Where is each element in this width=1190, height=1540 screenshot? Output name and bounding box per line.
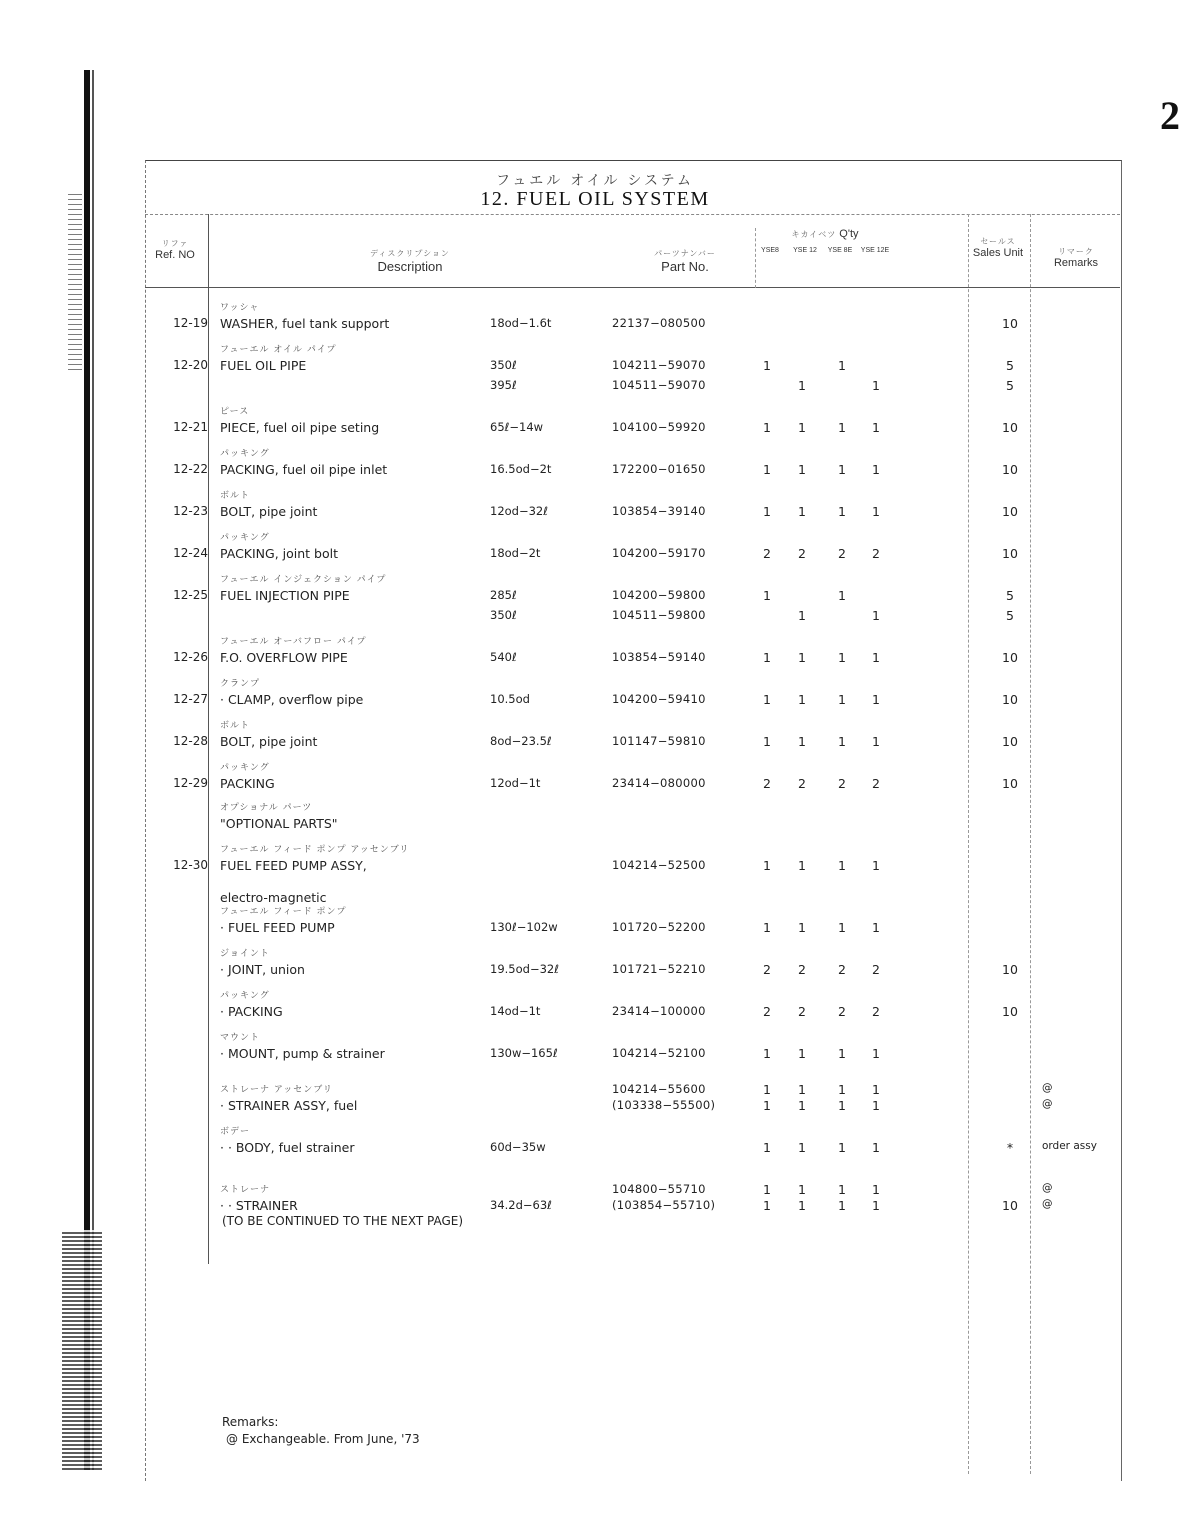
specification: 18od−1.6t <box>490 316 552 330</box>
qty-yse12e: 1 <box>872 378 880 393</box>
qty-yse12: 1 <box>798 650 806 665</box>
description-jp: パッキング <box>220 991 270 1001</box>
part-number: 104200−59800 <box>612 588 706 602</box>
qty-yse8e: 1 <box>838 1098 846 1113</box>
qty-yse8e: 1 <box>838 504 846 519</box>
page-title: 12. FUEL OIL SYSTEM <box>480 188 710 210</box>
qty-yse12: 1 <box>798 1046 806 1061</box>
qty-yse8: 1 <box>763 588 771 603</box>
qty-yse12: 1 <box>798 462 806 477</box>
description-jp: オプショナル パーツ <box>220 803 313 813</box>
header-model-2: YSE 12 <box>793 247 817 254</box>
description: "OPTIONAL PARTS" <box>220 816 338 831</box>
qty-yse8e: 2 <box>838 546 846 561</box>
specification: 12od−32ℓ <box>490 504 548 518</box>
qty-yse8e: 1 <box>838 858 846 873</box>
specification: 8od−23.5ℓ <box>490 734 552 748</box>
specification: 350ℓ <box>490 358 517 372</box>
qty-yse12e: 1 <box>872 920 880 935</box>
qty-yse8e: 1 <box>838 420 846 435</box>
header-qty: キカイベツ Q'ty <box>791 228 859 240</box>
ref-number: 12-21 <box>173 420 208 434</box>
ref-number: 12-22 <box>173 462 208 476</box>
ref-number: 12-29 <box>173 776 208 790</box>
description: · JOINT, union <box>220 962 305 977</box>
sales-unit: 10 <box>1002 962 1018 977</box>
header-remarks: リマーク Remarks <box>1053 247 1098 269</box>
part-number: 104800−55710 <box>612 1182 706 1196</box>
part-number: 104200−59170 <box>612 546 706 560</box>
qty-yse12e: 1 <box>872 608 880 623</box>
remarks-note: @ Exchangeable. From June, '73 <box>226 1432 420 1446</box>
description-jp: フューエル オイル パイプ <box>220 345 337 355</box>
binding-edge <box>62 70 106 1470</box>
description: PACKING <box>220 776 275 791</box>
qty-yse12e: 2 <box>872 546 880 561</box>
qty-yse12e: 2 <box>872 962 880 977</box>
qty-yse12: 1 <box>798 378 806 393</box>
qty-yse12e: 1 <box>872 1140 880 1155</box>
sales-unit: 5 <box>1006 588 1014 603</box>
qty-yse8: 1 <box>763 1198 771 1213</box>
qty-yse8: 1 <box>763 734 771 749</box>
description: PACKING, joint bolt <box>220 546 339 561</box>
part-number: 22137−080500 <box>612 316 706 330</box>
qty-yse12: 2 <box>798 776 806 791</box>
specification: 18od−2t <box>490 546 541 560</box>
qty-yse8e: 1 <box>838 1198 846 1213</box>
continued-note: (TO BE CONTINUED TO THE NEXT PAGE) <box>222 1214 464 1228</box>
header-description: ディスクリプション Description <box>370 249 450 274</box>
qty-yse8e: 1 <box>838 920 846 935</box>
description: PIECE, fuel oil pipe seting <box>220 420 380 435</box>
title-jp: フュエル オイル システム <box>496 172 694 188</box>
sales-unit: 10 <box>1002 1198 1018 1213</box>
part-number: 104511−59800 <box>612 608 706 622</box>
description: · · STRAINER <box>220 1198 298 1213</box>
qty-yse12: 1 <box>798 1082 806 1097</box>
specification: 16.5od−2t <box>490 462 552 476</box>
qty-yse12: 1 <box>798 734 806 749</box>
qty-yse12: 2 <box>798 1004 806 1019</box>
sales-unit: 5 <box>1006 608 1014 623</box>
sales-unit: 10 <box>1002 692 1018 707</box>
specification: 19.5od−32ℓ <box>490 962 559 976</box>
column-divider <box>1030 214 1031 1474</box>
qty-yse12e: 1 <box>872 858 880 873</box>
qty-yse8: 1 <box>763 420 771 435</box>
description-jp: マウント <box>220 1033 261 1043</box>
qty-yse12: 1 <box>798 1182 806 1197</box>
description: · FUEL FEED PUMP <box>220 920 335 935</box>
part-number: 101721−52210 <box>612 962 706 976</box>
ref-number: 12-27 <box>173 692 208 706</box>
description-jp: ワッシャ <box>220 303 260 313</box>
qty-yse8: 1 <box>763 1182 771 1197</box>
part-number: 101720−52200 <box>612 920 706 934</box>
part-number: 104100−59920 <box>612 420 706 434</box>
qty-yse8e: 1 <box>838 1140 846 1155</box>
qty-yse12e: 1 <box>872 1182 880 1197</box>
qty-yse8e: 1 <box>838 358 846 373</box>
qty-yse12e: 1 <box>872 650 880 665</box>
part-number: 104200−59410 <box>612 692 706 706</box>
specification: 34.2d−63ℓ <box>490 1198 552 1212</box>
header-part-no: パーツナンバー Part No. <box>654 249 716 274</box>
qty-yse12: 2 <box>798 962 806 977</box>
qty-yse12e: 1 <box>872 504 880 519</box>
qty-yse12: 1 <box>798 1140 806 1155</box>
specification: 10.5od <box>490 692 530 706</box>
header-ref: リファ Ref. NO <box>155 239 195 261</box>
sales-unit: 10 <box>1002 316 1018 331</box>
qty-yse12e: 1 <box>872 1098 880 1113</box>
description-jp: フューエル フィード ポンプ アッセンブリ <box>220 845 410 855</box>
qty-yse12e: 1 <box>872 734 880 749</box>
specification: 65ℓ−14w <box>490 420 544 434</box>
qty-yse12e: 1 <box>872 1046 880 1061</box>
sales-unit: 10 <box>1002 420 1018 435</box>
description: · · BODY, fuel strainer <box>220 1140 355 1155</box>
part-number: 104214−52100 <box>612 1046 706 1060</box>
sales-unit: 5 <box>1006 358 1014 373</box>
qty-yse12: 1 <box>798 1198 806 1213</box>
qty-yse12e: 1 <box>872 692 880 707</box>
ref-number: 12-20 <box>173 358 208 372</box>
qty-yse8: 1 <box>763 462 771 477</box>
ref-number: 12-24 <box>173 546 208 560</box>
qty-yse8: 1 <box>763 504 771 519</box>
part-number: 101147−59810 <box>612 734 706 748</box>
qty-yse12e: 2 <box>872 776 880 791</box>
ref-number: 12-23 <box>173 504 208 518</box>
description: FUEL INJECTION PIPE <box>220 588 350 603</box>
qty-yse8e: 2 <box>838 962 846 977</box>
remark: @ <box>1042 1198 1053 1210</box>
qty-yse8: 1 <box>763 1098 771 1113</box>
description-jp: パッキング <box>220 449 270 459</box>
qty-yse8: 1 <box>763 1046 771 1061</box>
description: BOLT, pipe joint <box>220 504 318 519</box>
qty-yse12e: 2 <box>872 1004 880 1019</box>
ref-number: 12-19 <box>173 316 208 330</box>
ref-number: 12-30 <box>173 858 208 872</box>
sales-unit: 10 <box>1002 650 1018 665</box>
page-number: 2 <box>1160 93 1180 138</box>
description-jp: クランプ <box>220 679 261 689</box>
specification: 395ℓ <box>490 378 517 392</box>
description: PACKING, fuel oil pipe inlet <box>220 462 388 477</box>
qty-yse8e: 1 <box>838 734 846 749</box>
header-sales-unit: セールス Sales Unit <box>972 237 1024 259</box>
header-model-4: YSE 12E <box>860 247 890 254</box>
description: · PACKING <box>220 1004 283 1019</box>
part-number: 23414−080000 <box>612 776 706 790</box>
description-jp: パッキング <box>220 533 270 543</box>
description: · CLAMP, overflow pipe <box>220 692 364 707</box>
description: · MOUNT, pump & strainer <box>220 1046 385 1061</box>
remark: order assy <box>1042 1140 1097 1152</box>
description-jp: フューエル オーバフロー パイプ <box>220 637 367 647</box>
qty-yse12: 1 <box>798 1098 806 1113</box>
sales-unit: * <box>1006 1140 1014 1155</box>
column-divider <box>755 228 756 288</box>
sales-unit: 10 <box>1002 546 1018 561</box>
specification: 60d−35w <box>490 1140 546 1154</box>
qty-yse8e: 2 <box>838 776 846 791</box>
description-jp: ストレーナ <box>220 1185 271 1195</box>
ref-number: 12-25 <box>173 588 208 602</box>
qty-yse8e: 2 <box>838 1004 846 1019</box>
part-number: 103854−59140 <box>612 650 706 664</box>
qty-yse8e: 1 <box>838 588 846 603</box>
remark: @ <box>1042 1082 1053 1094</box>
qty-yse12e: 1 <box>872 462 880 477</box>
description-jp: ボルト <box>220 491 251 501</box>
remark: @ <box>1042 1182 1053 1194</box>
header-model-3: YSE 8E <box>827 247 853 254</box>
specification: 14od−1t <box>490 1004 541 1018</box>
qty-yse8: 1 <box>763 692 771 707</box>
part-number: 172200−01650 <box>612 462 706 476</box>
qty-yse8: 1 <box>763 920 771 935</box>
qty-yse12: 1 <box>798 920 806 935</box>
qty-yse12e: 1 <box>872 420 880 435</box>
qty-yse8: 1 <box>763 650 771 665</box>
description: F.O. OVERFLOW PIPE <box>220 650 348 665</box>
description-jp: パッキング <box>220 763 270 773</box>
ref-number: 12-26 <box>173 650 208 664</box>
remark: @ <box>1042 1098 1053 1110</box>
qty-yse12: 1 <box>798 692 806 707</box>
qty-yse8e: 1 <box>838 692 846 707</box>
description: FUEL OIL PIPE <box>220 358 307 373</box>
description-jp: フューエル インジェクション パイプ <box>220 575 387 585</box>
description: FUEL FEED PUMP ASSY, <box>220 858 367 873</box>
part-number: 104211−59070 <box>612 358 706 372</box>
ref-number: 12-28 <box>173 734 208 748</box>
specification: 12od−1t <box>490 776 541 790</box>
qty-yse12e: 1 <box>872 1198 880 1213</box>
qty-yse12e: 1 <box>872 1082 880 1097</box>
specification: 130ℓ−102w <box>490 920 558 934</box>
qty-yse8e: 1 <box>838 1046 846 1061</box>
description-jp: ジョイント <box>220 949 270 959</box>
description: electro-magnetic <box>220 890 327 905</box>
qty-yse8: 2 <box>763 546 771 561</box>
part-number: 104214−52500 <box>612 858 706 872</box>
qty-yse12: 1 <box>798 420 806 435</box>
sales-unit: 10 <box>1002 462 1018 477</box>
qty-yse8: 1 <box>763 358 771 373</box>
sales-unit: 10 <box>1002 1004 1018 1019</box>
qty-yse12: 2 <box>798 546 806 561</box>
description-jp: ピース <box>220 407 250 417</box>
part-number: (103854−55710) <box>612 1198 716 1212</box>
description-jp: ボデー <box>220 1127 251 1137</box>
column-divider <box>968 214 969 1474</box>
sales-unit: 5 <box>1006 378 1014 393</box>
qty-yse8e: 1 <box>838 1082 846 1097</box>
qty-yse8: 1 <box>763 858 771 873</box>
header-model-1: YSE8 <box>761 247 779 254</box>
sales-unit: 10 <box>1002 776 1018 791</box>
specification: 285ℓ <box>490 588 517 602</box>
part-number: 103854−39140 <box>612 504 706 518</box>
part-number: (103338−55500) <box>612 1098 716 1112</box>
part-number: 23414−100000 <box>612 1004 706 1018</box>
specification: 540ℓ <box>490 650 517 664</box>
sales-unit: 10 <box>1002 504 1018 519</box>
sales-unit: 10 <box>1002 734 1018 749</box>
description: · STRAINER ASSY, fuel <box>220 1098 358 1113</box>
qty-yse12: 1 <box>798 608 806 623</box>
specification: 350ℓ <box>490 608 517 622</box>
description-jp: ボルト <box>220 721 251 731</box>
remarks-label: Remarks: <box>222 1415 279 1429</box>
column-divider <box>208 214 209 1264</box>
qty-yse8: 2 <box>763 962 771 977</box>
qty-yse12: 1 <box>798 858 806 873</box>
qty-yse8e: 1 <box>838 650 846 665</box>
qty-yse8e: 1 <box>838 462 846 477</box>
part-number: 104511−59070 <box>612 378 706 392</box>
specification: 130w−165ℓ <box>490 1046 558 1060</box>
qty-yse8: 1 <box>763 1082 771 1097</box>
qty-yse12: 1 <box>798 504 806 519</box>
description: WASHER, fuel tank support <box>220 316 390 331</box>
qty-yse8: 2 <box>763 776 771 791</box>
description-jp: ストレーナ アッセンブリ <box>220 1085 333 1095</box>
qty-yse8: 2 <box>763 1004 771 1019</box>
qty-yse8e: 1 <box>838 1182 846 1197</box>
description-jp: フューエル フィード ポンプ <box>220 907 347 917</box>
description: BOLT, pipe joint <box>220 734 318 749</box>
part-number: 104214−55600 <box>612 1082 706 1096</box>
qty-yse8: 1 <box>763 1140 771 1155</box>
